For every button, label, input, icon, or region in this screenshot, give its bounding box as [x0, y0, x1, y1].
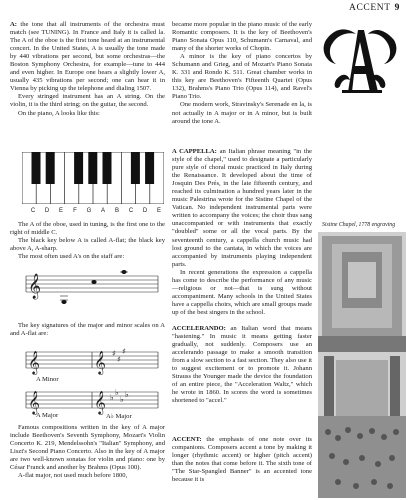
- paragraph: A minor is the key of piano concertos by Schumann and Grieg, and of Mozart's Piano Sonata K. 331 and Rondo K. 511. Great chamber works in this key are Beethoven's Fifteenth Quartet (Opus 132), Brahms's Piano Trio (Opus 114), and Ravel's Piano Trio.: [172, 53, 312, 101]
- piano-note-letters: [28, 208, 160, 217]
- svg-text:𝄞: 𝄞: [94, 390, 106, 414]
- note-letter: E: [156, 208, 161, 214]
- svg-text:𝄞: 𝄞: [28, 390, 40, 414]
- svg-text:♭: ♭: [120, 395, 124, 404]
- svg-text:♯: ♯: [112, 349, 116, 358]
- note-letter: C: [128, 208, 134, 214]
- note-letter: D: [44, 208, 50, 214]
- entry-term-accent: ACCENT:: [172, 436, 202, 443]
- staff-common-a-notes: [22, 268, 162, 314]
- column-1-middle: [10, 221, 165, 261]
- entry-accent: [172, 436, 312, 484]
- svg-text:𝄞: 𝄞: [28, 350, 40, 374]
- entry-text: the emphasis of one note over its companions. Composers accent a tone by making it longer (rhythmic accent) or higher (pitch accent) than the notes that come before it. The sixth tone of "The Star-Spangled Banner" is an accented tone because it is: [172, 436, 312, 484]
- paragraph: became more popular in the piano music of the early Romantic composers. It is the key of Beethoven's Piano Sonata Opus 110, Schumann's Carnaval, and many of the shorter works of Chopin.: [172, 21, 312, 53]
- sistine-chapel-engraving-image: [318, 232, 406, 498]
- entry-text: an Italian phrase meaning "in the style of the chapel," used to designate a particularly pure style of choral music practiced in Italy during the Renaissance. It developed about the time of Josquin Des Prés, in the late fifteenth century, and reached its culmination a hundred years later in the music Palestrina wrote for the Sistine Chapel of the Vatican. No independent instrumental parts were written to accompany the voices; the choir thus sang unaccompanied or with instruments that exactly "doubled" some or all the vocal parts. By the seventeenth century, a cappella church music had lost ground to the cantata, in which the voices are accompanied by instruments playing independent parts.: [172, 148, 312, 268]
- note-letter: C: [30, 208, 36, 214]
- entry-accelerando: [172, 325, 312, 405]
- column-1-top: [10, 21, 165, 118]
- svg-text:♭: ♭: [115, 388, 119, 397]
- column-1-key-signature-intro: [10, 322, 165, 338]
- page-number: 9: [394, 3, 400, 13]
- paragraph: The most often used A's on the staff are:: [18, 253, 125, 261]
- decorative-initial-a-icon: [318, 20, 402, 96]
- paragraph: Every stringed instrument has an A string. On the violin, it is the third string; on the guitar, the second.: [10, 93, 165, 109]
- running-head: [349, 3, 400, 13]
- label-a-major: A Major: [36, 412, 59, 419]
- paragraph: One modern work, Stravinsky's Serenade en la, is not actually in A major or in A minor, but is built around the tone A.: [172, 101, 312, 125]
- entry-term-accelerando: ACCELERANDO:: [172, 325, 226, 332]
- svg-text:♯: ♯: [117, 355, 121, 364]
- paragraph: A-flat major, not used much before 1800,: [18, 472, 128, 480]
- svg-text:♯: ♯: [122, 347, 126, 356]
- note-letter: D: [142, 208, 148, 214]
- paragraph: On the piano, A looks like this:: [18, 109, 100, 117]
- entry-text: an Italian word that means "hastening." In music it means getting faster gradually, not suddenly. Composers use an accelerando passage to make a smooth transition from a slow section to a fast section. They also use it to suggest excitement or to promote it. Johann Strauss the Younger made the device the foundation of an entire piece, the "Acceleration Waltz," which he wrote in 1860. In scores the word is sometimes shortened to "accel.": [172, 325, 312, 405]
- label-a-flat-major: A♭ Major: [106, 413, 132, 420]
- figure-caption: Sistine Chapel, 1778 engraving: [322, 222, 396, 228]
- note-letter: B: [114, 208, 119, 214]
- svg-text:𝄞: 𝄞: [28, 274, 42, 299]
- paragraph: In recent generations the expression a cappella has come to describe the performance of any music—religious or not—that is sung without accompaniment. Many schools in the United States have a cappella choirs, which are small groups made up of the best singers in the school.: [172, 268, 312, 316]
- entry-a-cappella: [172, 148, 312, 317]
- column-1-bottom: [10, 424, 165, 480]
- paragraph: The black key below A is called A-flat; the black key above A, A-sharp.: [10, 237, 165, 253]
- paragraph: The A of the oboe, used in tuning, is the first one to the right of middle C.: [10, 221, 165, 237]
- column-2-top: [172, 21, 312, 126]
- note-letter: E: [58, 208, 63, 214]
- entry-term-a: A:: [10, 21, 17, 28]
- label-a-minor: A Minor: [36, 376, 59, 383]
- entry-a-text: the tone that all instruments of the orchestra must match (see TUNING). In France and Italy it is called la. The A of the oboe is the first tone heard at an instrumental concert. In the United States, A is usually the tone made by 440 vibrations per second, but some orchestras—the Boston Symphony Orchestra, for example—tune to 444 and even higher. In Europe one hears a slightly lower A, usually 435 vibrations per second; one can hear it in Vienna by picking up the telephone and dialing 1507.: [10, 21, 165, 93]
- note-letter: F: [73, 208, 77, 214]
- entry-term-a-cappella: A CAPPELLA:: [172, 148, 217, 155]
- svg-text:𝄞: 𝄞: [94, 350, 106, 374]
- note-letter: G: [86, 208, 92, 214]
- piano-keyboard-illustration: [22, 152, 164, 204]
- section-title: ACCENT: [349, 3, 391, 13]
- svg-text:♭: ♭: [125, 390, 129, 399]
- svg-text:♭: ♭: [110, 393, 114, 402]
- paragraph: Famous compositions written in the key of A major include Beethoven's Seventh Symphony, Mozart's Violin Concerto K. 219, Mendelssohn's "Italian" Symphony, and Liszt's Second Piano Concerto. Also in the key of A major are two well-known sonatas for violin and piano: one by César Franck and another by Brahms (Opus 100).: [10, 424, 165, 472]
- paragraph: The key signatures of the major and minor scales on A and A-flat are:: [10, 322, 165, 338]
- note-letter: A: [100, 208, 105, 214]
